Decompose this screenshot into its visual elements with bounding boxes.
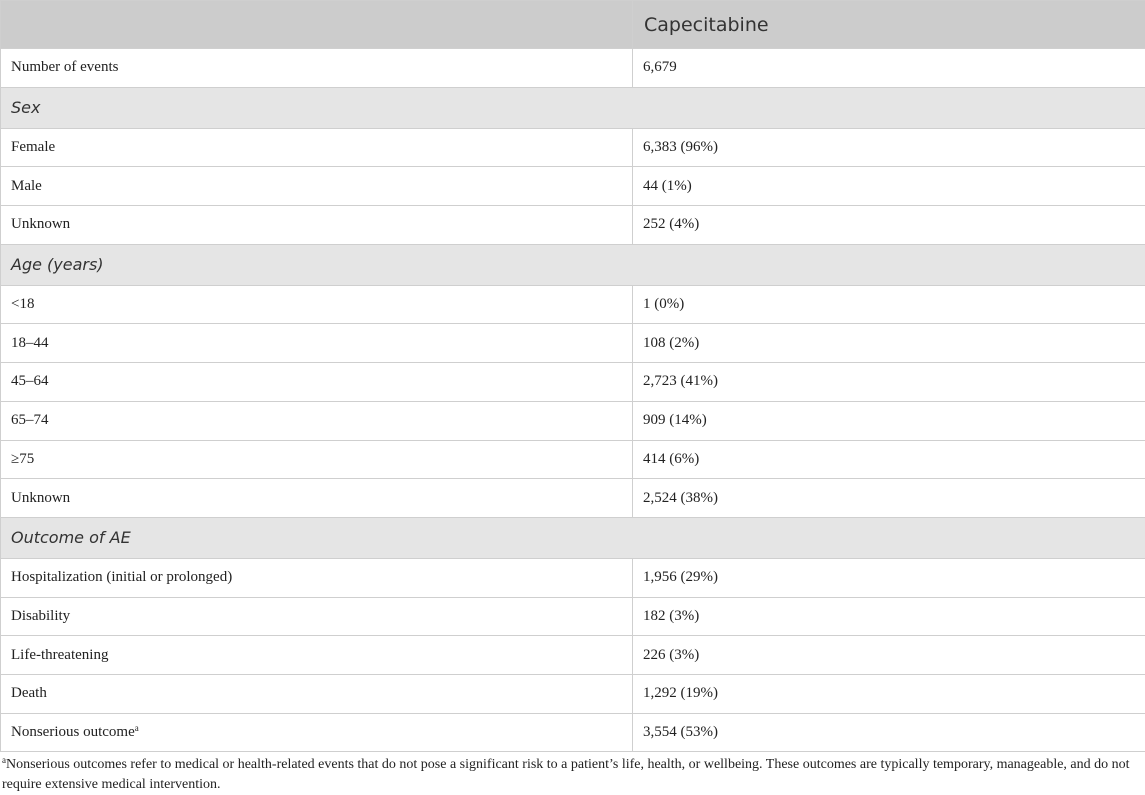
row-label: Hospitalization (initial or prolonged) [1, 558, 633, 597]
row-value: 1,956 (29%) [633, 558, 1145, 597]
row-label: Unknown [1, 479, 633, 518]
nonserious-label-text: Nonserious outcome [11, 723, 135, 740]
table-row [1, 636, 1145, 675]
row-label: Male [1, 167, 633, 206]
header-capecitabine: Capecitabine [633, 1, 1145, 49]
row-value: 226 (3%) [633, 636, 1145, 675]
footnote-text: Nonserious outcomes refer to medical or health-related events that do not pose a significant risk to a patient’s life, health, or wellbeing. These outcomes are typically temporary, manageable, and do not require extensive medical intervention. [2, 757, 1130, 792]
row-label: Life-threatening [1, 636, 633, 675]
header-row [1, 1, 1145, 49]
section-heading: Sex [1, 87, 1145, 128]
row-value: 6,679 [633, 49, 1145, 88]
section-heading: Outcome of AE [1, 517, 1145, 558]
footnote-superscript: a [134, 722, 139, 733]
footnote-marker: a [2, 755, 6, 765]
row-label [1, 713, 633, 752]
table-row [1, 363, 1145, 402]
row-value: 1 (0%) [633, 285, 1145, 324]
table-row [1, 206, 1145, 245]
row-label: 65–74 [1, 401, 633, 440]
row-value: 1,292 (19%) [633, 674, 1145, 713]
row-value: 2,524 (38%) [633, 479, 1145, 518]
row-label: 45–64 [1, 363, 633, 402]
section-heading: Age (years) [1, 244, 1145, 285]
row-value: 2,723 (41%) [633, 363, 1145, 402]
row-value: 414 (6%) [633, 440, 1145, 479]
row-value: 3,554 (53%) [633, 713, 1145, 752]
table-footnote [0, 755, 1142, 795]
row-label: Number of events [1, 49, 633, 88]
row-label: Disability [1, 597, 633, 636]
section-row-outcome [1, 517, 1145, 558]
table-row [1, 479, 1145, 518]
table-row [1, 558, 1145, 597]
header-empty-cell [1, 1, 633, 49]
row-value: 252 (4%) [633, 206, 1145, 245]
row-label: Death [1, 674, 633, 713]
row-label: Unknown [1, 206, 633, 245]
table-row [1, 128, 1145, 167]
section-row-sex [1, 87, 1145, 128]
table-row [1, 674, 1145, 713]
table-row [1, 713, 1145, 752]
row-value: 44 (1%) [633, 167, 1145, 206]
table-row [1, 285, 1145, 324]
row-value: 182 (3%) [633, 597, 1145, 636]
row-label: 18–44 [1, 324, 633, 363]
table-row [1, 597, 1145, 636]
table-row [1, 324, 1145, 363]
table-row [1, 167, 1145, 206]
section-row-age [1, 244, 1145, 285]
table-row [1, 49, 1145, 88]
table-row [1, 401, 1145, 440]
table-row [1, 440, 1145, 479]
row-label: ≥75 [1, 440, 633, 479]
row-label: Female [1, 128, 633, 167]
row-value: 909 (14%) [633, 401, 1145, 440]
row-label: <18 [1, 285, 633, 324]
row-value: 108 (2%) [633, 324, 1145, 363]
row-value: 6,383 (96%) [633, 128, 1145, 167]
